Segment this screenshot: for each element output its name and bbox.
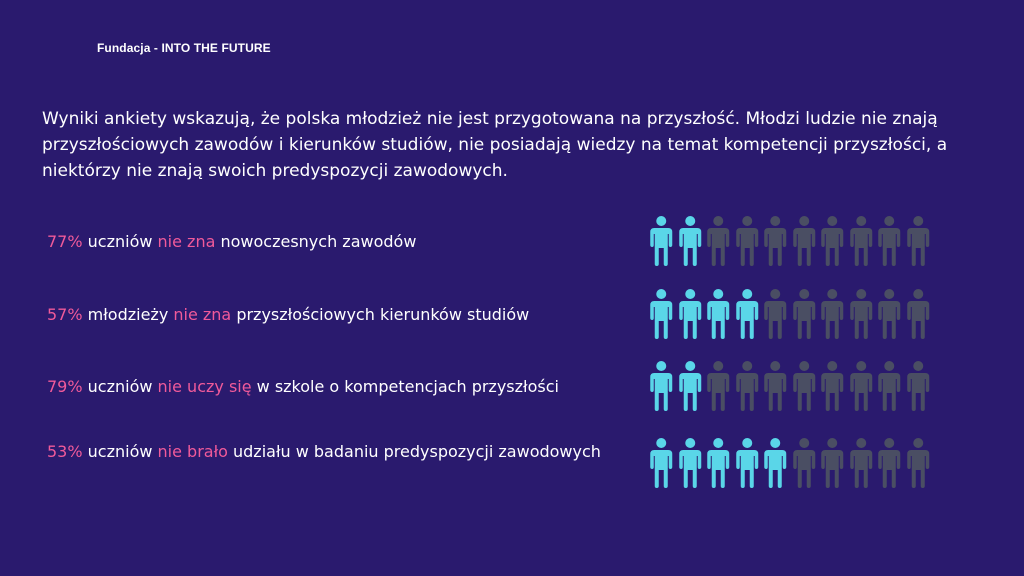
person-icon-empty — [818, 288, 847, 340]
person-icon-empty — [847, 360, 876, 412]
person-icon-empty — [904, 215, 933, 267]
stat-text-pre: uczniów — [82, 377, 158, 396]
person-icon-filled — [704, 288, 733, 340]
stat-highlight: nie uczy się — [157, 377, 252, 396]
person-icon-filled — [676, 437, 705, 489]
person-icon-empty — [790, 288, 819, 340]
person-icon-filled — [647, 288, 676, 340]
person-icon-empty — [818, 215, 847, 267]
person-icon-filled — [676, 360, 705, 412]
stat-row-1 — [47, 230, 627, 254]
person-icon-empty — [704, 360, 733, 412]
stat-percent: 57% — [47, 305, 83, 324]
people-figures-1 — [647, 215, 937, 267]
stat-text-post: przyszłościowych kierunków studiów — [231, 305, 530, 324]
people-figures-2 — [647, 288, 937, 340]
people-figures-4 — [647, 437, 937, 489]
person-icon-empty — [875, 360, 904, 412]
stat-text-pre: uczniów — [82, 442, 158, 461]
stat-text-post: nowoczesnych zawodów — [215, 232, 417, 251]
stat-percent: 79% — [47, 377, 83, 396]
person-icon-empty — [733, 215, 762, 267]
person-icon-filled — [733, 437, 762, 489]
person-icon-empty — [761, 215, 790, 267]
stat-text-post: udziału w badaniu predyspozycji zawodowych — [227, 442, 601, 461]
stat-row-2 — [47, 303, 627, 327]
stat-row-4 — [47, 440, 607, 464]
person-icon-empty — [818, 437, 847, 489]
person-icon-empty — [904, 288, 933, 340]
person-icon-empty — [761, 360, 790, 412]
person-icon-empty — [704, 215, 733, 267]
stat-text-pre: uczniów — [82, 232, 158, 251]
stat-percent: 77% — [47, 232, 83, 251]
person-icon-empty — [847, 215, 876, 267]
person-icon-empty — [847, 437, 876, 489]
stat-text-post: w szkole o kompetencjach przyszłości — [251, 377, 559, 396]
people-figures-3 — [647, 360, 937, 412]
person-icon-empty — [904, 360, 933, 412]
person-icon-empty — [875, 215, 904, 267]
stat-highlight: nie brało — [157, 442, 228, 461]
stat-highlight: nie zna — [173, 305, 232, 324]
stat-percent: 53% — [47, 442, 83, 461]
person-icon-filled — [704, 437, 733, 489]
person-icon-filled — [676, 288, 705, 340]
person-icon-filled — [647, 437, 676, 489]
person-icon-empty — [761, 288, 790, 340]
brand-title: Fundacja - INTO THE FUTURE — [97, 41, 271, 55]
person-icon-empty — [733, 360, 762, 412]
stat-text-pre: młodzieży — [82, 305, 174, 324]
person-icon-empty — [790, 437, 819, 489]
person-icon-empty — [818, 360, 847, 412]
person-icon-empty — [847, 288, 876, 340]
person-icon-empty — [790, 215, 819, 267]
person-icon-empty — [875, 288, 904, 340]
person-icon-filled — [733, 288, 762, 340]
stat-row-3 — [47, 375, 627, 399]
person-icon-filled — [647, 360, 676, 412]
person-icon-empty — [904, 437, 933, 489]
person-icon-empty — [875, 437, 904, 489]
person-icon-empty — [790, 360, 819, 412]
person-icon-filled — [676, 215, 705, 267]
stat-highlight: nie zna — [157, 232, 216, 251]
intro-paragraph: Wyniki ankiety wskazują, że polska młodzież nie jest przygotowana na przyszłość. Młodzi ludzie nie znają przyszłościowych zawodów i kierunków studiów, nie posiadają wiedzy na temat kompetencji przyszłości, a niektórzy nie znają swoich predyspozycji zawodowych. — [42, 109, 948, 181]
person-icon-filled — [647, 215, 676, 267]
person-icon-filled — [761, 437, 790, 489]
